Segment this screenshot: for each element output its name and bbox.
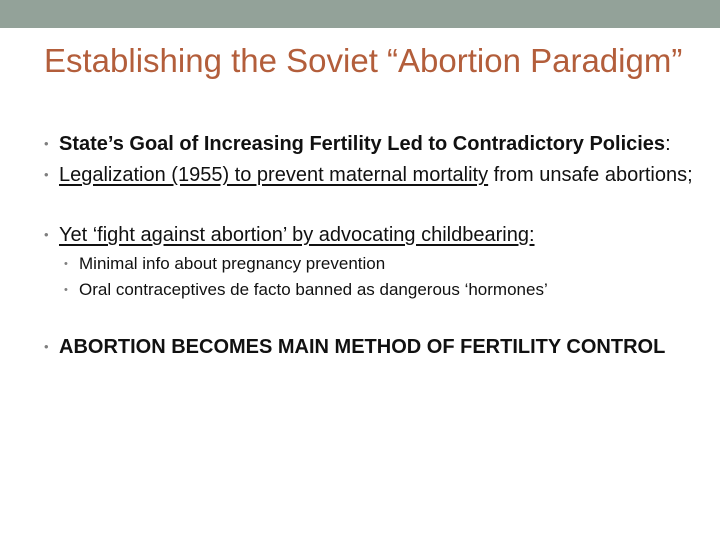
sub-bullet-info bbox=[44, 251, 694, 277]
slide-body bbox=[44, 130, 694, 361]
slide-title: Establishing the Soviet “Abortion Paradigm” bbox=[44, 42, 683, 79]
bullet-abortion-method bbox=[44, 333, 694, 361]
bullet-yet-text: Yet ‘fight against abortion’ by advocating childbearing: bbox=[59, 224, 535, 246]
bullet-dot-icon: • bbox=[44, 167, 49, 182]
bullet-dot-icon: • bbox=[44, 227, 49, 242]
bullet-goal-suffix: : bbox=[665, 133, 671, 155]
bullet-legalization-text: Legalization (1955) to prevent maternal mortality bbox=[59, 164, 489, 186]
sub-bullet-contraceptives bbox=[44, 277, 694, 303]
top-accent-bar bbox=[0, 0, 720, 28]
bullet-yet bbox=[44, 221, 694, 249]
bullet-goal bbox=[44, 130, 694, 158]
bullet-abortion-method-text: ABORTION BECOMES MAIN METHOD OF FERTILITY CONTROL bbox=[59, 336, 666, 358]
bullet-dot-icon: • bbox=[64, 258, 68, 270]
bullet-dot-icon: • bbox=[44, 339, 49, 354]
bullet-legalization bbox=[44, 161, 694, 189]
bullet-dot-icon: • bbox=[64, 284, 68, 296]
bullet-goal-text: State’s Goal of Increasing Fertility Led to Contradictory Policies bbox=[59, 133, 666, 155]
sub-bullet-info-text: Minimal info about pregnancy prevention bbox=[79, 254, 386, 273]
bullet-dot-icon: • bbox=[44, 136, 49, 151]
sub-bullet-contraceptives-text: Oral contraceptives de facto banned as dangerous ‘hormones’ bbox=[79, 280, 548, 299]
bullet-legalization-suffix: from unsafe abortions; bbox=[488, 164, 693, 186]
